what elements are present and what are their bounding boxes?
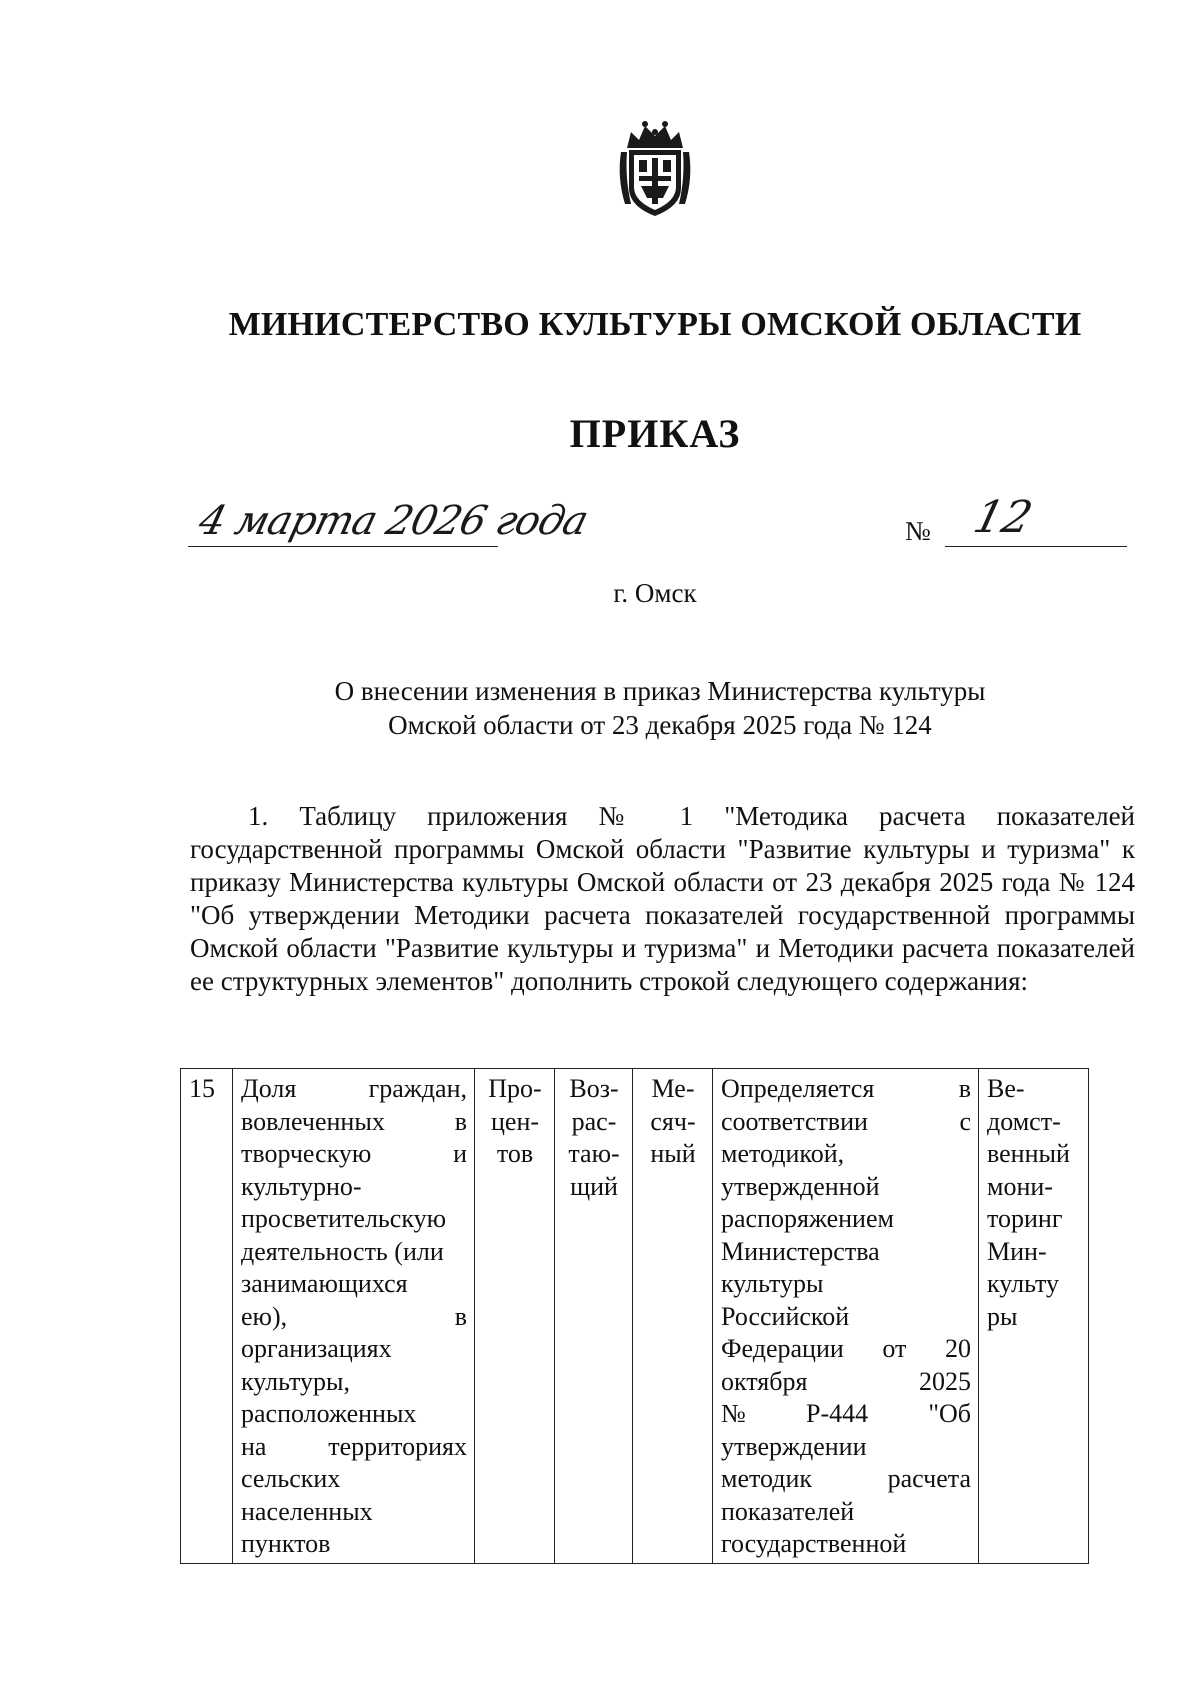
table-row xyxy=(181,1069,1089,1564)
cell-method xyxy=(713,1069,979,1564)
method-line: Министерства xyxy=(721,1236,880,1266)
method-line: октября 2025 xyxy=(721,1366,971,1396)
paragraph-1-text: 1. Таблицу приложения № 1 "Методика расчета показателей государственной программы Омской области "Развитие культуры и туризма" к приказу Министерства культуры Омской области от 23 декабря 2025 года № 124 "Об утверждении Методики расчета показателей государственной программы Омской области "Развитие культуры и туризма" и Методики расчета показателей ее структурных элементов" дополнить строкой следующего содержания: xyxy=(190,801,1135,996)
periodicity-line: сяч- xyxy=(650,1106,696,1136)
handwritten-date: 4 марта 2026 года xyxy=(194,498,593,544)
name-line: культурно- xyxy=(241,1171,362,1201)
method-line: № Р-444 "Об xyxy=(721,1399,971,1428)
source-line: ры xyxy=(987,1301,1018,1331)
unit-line: Про- xyxy=(488,1074,542,1103)
direction-line: таю- xyxy=(568,1139,620,1168)
name-line: Доля граждан, xyxy=(241,1074,467,1103)
name-line: просветительскую xyxy=(241,1204,447,1233)
body-paragraph xyxy=(190,800,1135,998)
method-line: культуры xyxy=(721,1269,824,1298)
unit-line: тов xyxy=(496,1139,534,1168)
periodicity-line: Ме- xyxy=(651,1074,695,1103)
method-line: утвержденной xyxy=(721,1171,880,1201)
source-line: культу xyxy=(987,1269,1059,1298)
cell-direction xyxy=(555,1069,633,1564)
direction-line: Воз- xyxy=(569,1074,619,1103)
document-type-title: ПРИКАЗ xyxy=(569,411,741,456)
cell-data-source xyxy=(979,1069,1089,1564)
name-line: творческую и xyxy=(241,1139,467,1168)
periodicity-line: ный xyxy=(650,1139,696,1168)
date-underline xyxy=(188,546,498,547)
name-line: пунктов xyxy=(241,1529,331,1558)
unit-line: цен- xyxy=(490,1106,540,1136)
name-line: занимающихся xyxy=(241,1269,408,1298)
direction-line: щий xyxy=(570,1171,618,1201)
omsk-region-coat-of-arms-icon xyxy=(617,118,693,218)
subject-line-2: Омской области от 23 декабря 2025 года № 124 xyxy=(388,710,932,740)
source-line: домст- xyxy=(987,1106,1061,1136)
number-label: № xyxy=(905,516,931,546)
method-line: Федерации от 20 xyxy=(721,1334,971,1363)
source-line: Ве- xyxy=(987,1074,1025,1103)
name-line: сельских xyxy=(241,1464,341,1493)
cell-number: 15 xyxy=(181,1069,233,1564)
cell-indicator-name xyxy=(233,1069,475,1564)
name-line: на территориях xyxy=(241,1431,467,1461)
source-line: Мин- xyxy=(987,1236,1047,1266)
source-line: торинг xyxy=(987,1204,1063,1233)
method-line: утверждении xyxy=(721,1431,867,1461)
order-subject xyxy=(0,674,1200,742)
method-line: методик расчета xyxy=(721,1464,971,1493)
method-line: методикой, xyxy=(721,1139,845,1168)
method-line: Определяется в xyxy=(721,1074,971,1103)
name-line: организациях xyxy=(241,1334,392,1363)
name-line: ею), в xyxy=(241,1301,467,1331)
name-line: населенных xyxy=(241,1496,373,1526)
number-underline xyxy=(945,546,1127,547)
source-line: мони- xyxy=(987,1171,1053,1201)
source-line: венный xyxy=(987,1139,1070,1168)
city-label: г. Омск xyxy=(613,578,697,608)
name-line: деятельность (или xyxy=(241,1236,444,1266)
ministry-name: МИНИСТЕРСТВО КУЛЬТУРЫ ОМСКОЙ ОБЛАСТИ xyxy=(228,306,1082,343)
cell-unit xyxy=(475,1069,555,1564)
name-line: вовлеченных в xyxy=(241,1106,467,1136)
indicator-table xyxy=(180,1068,1089,1564)
handwritten-number: 12 xyxy=(968,492,1038,543)
method-line: показателей xyxy=(721,1496,855,1526)
method-line: соответствии с xyxy=(721,1106,971,1136)
method-line: распоряжением xyxy=(721,1204,894,1233)
subject-line-1: О внесении изменения в приказ Министерства культуры xyxy=(334,676,986,706)
method-line: Российской xyxy=(721,1301,850,1331)
name-line: расположенных xyxy=(241,1399,417,1428)
method-line: государственной xyxy=(721,1529,907,1558)
direction-line: рас- xyxy=(571,1106,617,1136)
name-line: культуры, xyxy=(241,1366,350,1396)
cell-periodicity xyxy=(633,1069,713,1564)
